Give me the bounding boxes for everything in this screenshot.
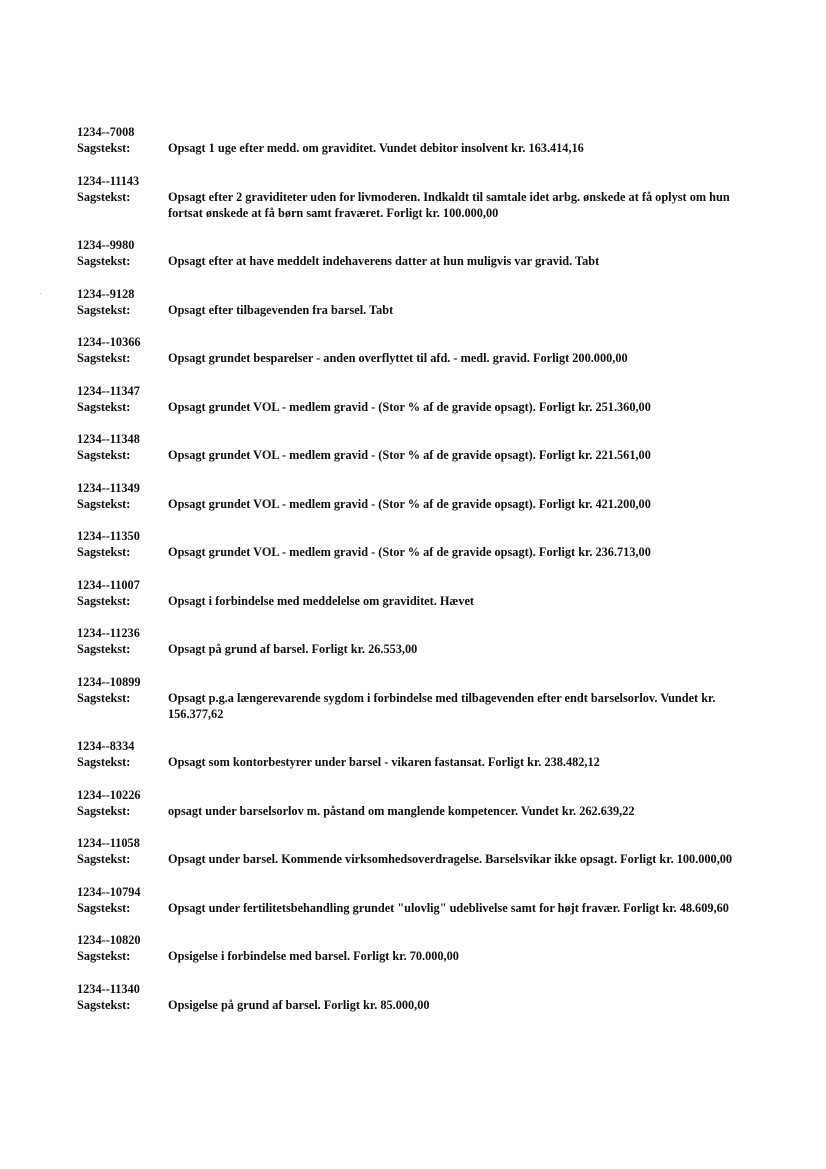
case-entry: [77, 625, 767, 657]
case-id: 1234--11058: [77, 836, 140, 850]
case-text: Opsagt grundet VOL - medlem gravid - (Stor % af de gravide opsagt). Forligt kr. 251.360,00: [168, 399, 651, 414]
case-id: 1234--7008: [77, 125, 135, 139]
case-text-label: Sagstekst:: [77, 141, 131, 155]
case-entry: [77, 932, 767, 964]
case-row: [77, 948, 767, 964]
case-entry: [77, 835, 767, 867]
case-row: [77, 399, 767, 415]
case-entry: [77, 173, 767, 221]
case-text-label: Sagstekst:: [77, 496, 131, 511]
case-text-label: Sagstekst:: [77, 448, 131, 462]
case-text: Opsagt i forbindelse med meddelelse om graviditet. Hævet: [168, 593, 475, 608]
case-text-label: Sagstekst:: [77, 351, 131, 365]
case-entry: [77, 674, 767, 722]
case-id: 1234--11348: [77, 432, 140, 446]
case-text: Opsagt grundet besparelser - anden overflyttet til afd. - medl. gravid. Forligt 200.000,00: [168, 351, 628, 365]
case-text-label: Sagstekst:: [77, 803, 131, 818]
case-id: 1234--9128: [77, 286, 135, 301]
case-row: [77, 754, 767, 770]
case-row: [77, 997, 767, 1013]
case-text-label: Sagstekst:: [77, 302, 131, 317]
case-id: 1234--11347: [77, 383, 140, 398]
case-entry: [77, 528, 767, 560]
case-id: 1234--10899: [77, 674, 141, 689]
case-text-label: Sagstekst:: [77, 399, 131, 414]
case-row: [77, 496, 767, 512]
case-text-label: Sagstekst:: [77, 545, 131, 559]
case-list: [77, 124, 767, 1029]
case-text-label: Sagstekst:: [77, 642, 131, 656]
case-row: [77, 302, 767, 318]
case-row: [77, 851, 767, 867]
case-entry: [77, 334, 767, 366]
case-id: 1234--9980: [77, 238, 135, 252]
case-row: [77, 447, 767, 463]
case-text-label: Sagstekst:: [77, 254, 131, 268]
case-text: Opsigelse på grund af barsel. Forligt kr. 85.000,00: [168, 997, 430, 1012]
case-entry: [77, 431, 767, 463]
case-text-label: Sagstekst:: [77, 189, 131, 204]
case-id: 1234--10820: [77, 933, 141, 947]
case-text: Opsagt på grund af barsel. Forligt kr. 26.553,00: [168, 642, 418, 656]
case-text: Opsagt grundet VOL - medlem gravid - (Stor % af de gravide opsagt). Forligt kr. 221.561,00: [168, 448, 651, 462]
case-row: [77, 593, 767, 609]
case-row: [77, 140, 767, 156]
case-id: 1234--10794: [77, 884, 141, 899]
case-row: [77, 803, 767, 819]
case-id: 1234--10366: [77, 335, 141, 349]
case-text: Opsigelse i forbindelse med barsel. Forligt kr. 70.000,00: [168, 949, 459, 963]
case-entry: [77, 577, 767, 609]
case-text: Opsagt p.g.a længerevarende sygdom i forbindelse med tilbagevenden efter endt barselsorlov. Vundet kr. 156.377,62: [168, 690, 716, 721]
scan-speck: [40, 293, 41, 294]
case-text: Opsagt som kontorbestyrer under barsel - vikaren fastansat. Forligt kr. 238.482,12: [168, 755, 600, 769]
case-row: [77, 189, 767, 221]
case-entry: [77, 286, 767, 318]
case-row: [77, 900, 767, 916]
case-row: [77, 641, 767, 657]
case-entry: [77, 981, 767, 1013]
case-id: 1234--11340: [77, 981, 140, 996]
case-entry: [77, 237, 767, 269]
case-id: 1234--8334: [77, 739, 135, 753]
case-text: Opsagt efter at have meddelt indehaverens datter at hun muligvis var gravid. Tabt: [168, 254, 600, 268]
case-row: [77, 544, 767, 560]
case-entry: [77, 124, 767, 156]
case-text-label: Sagstekst:: [77, 997, 131, 1012]
case-id: 1234--11349: [77, 480, 140, 495]
case-text-label: Sagstekst:: [77, 949, 131, 963]
case-text-label: Sagstekst:: [77, 593, 131, 608]
case-text: Opsagt efter 2 graviditeter uden for livmoderen. Indkaldt til samtale idet arbg. ønskede at få oplyst om hun fortsat ønskede at få børn samt fraværet. Forligt kr. 100.000,00: [168, 189, 730, 220]
case-text: Opsagt under fertilitetsbehandling grundet "ulovlig" udeblivelse samt for højt fravær. Forligt kr. 48.609,60: [168, 900, 729, 915]
case-row: [77, 350, 767, 366]
case-text: Opsagt efter tilbagevenden fra barsel. Tabt: [168, 302, 394, 317]
case-entry: [77, 787, 767, 819]
case-text-label: Sagstekst:: [77, 690, 131, 705]
case-text: opsagt under barselsorlov m. påstand om manglende kompetencer. Vundet kr. 262.639,22: [168, 803, 635, 818]
case-text-label: Sagstekst:: [77, 755, 131, 769]
case-text-label: Sagstekst:: [77, 852, 131, 866]
case-id: 1234--11007: [77, 577, 140, 592]
case-text-label: Sagstekst:: [77, 900, 131, 915]
case-entry: [77, 738, 767, 770]
case-text: Opsagt 1 uge efter medd. om graviditet. Vundet debitor insolvent kr. 163.414,16: [168, 141, 584, 155]
case-entry: [77, 383, 767, 415]
case-id: 1234--11143: [77, 173, 140, 188]
case-id: 1234--11236: [77, 626, 140, 640]
case-entry: [77, 480, 767, 512]
case-text: Opsagt under barsel. Kommende virksomhedsoverdragelse. Barselsvikar ikke opsagt. Forligt kr. 100.000,00: [168, 852, 733, 866]
case-text: Opsagt grundet VOL - medlem gravid - (Stor % af de gravide opsagt). Forligt kr. 421.200,00: [168, 496, 651, 511]
case-id: 1234--10226: [77, 787, 141, 802]
case-row: [77, 690, 767, 722]
case-id: 1234--11350: [77, 529, 140, 543]
case-row: [77, 253, 767, 269]
case-entry: [77, 884, 767, 916]
case-text: Opsagt grundet VOL - medlem gravid - (Stor % af de gravide opsagt). Forligt kr. 236.713,00: [168, 545, 651, 559]
